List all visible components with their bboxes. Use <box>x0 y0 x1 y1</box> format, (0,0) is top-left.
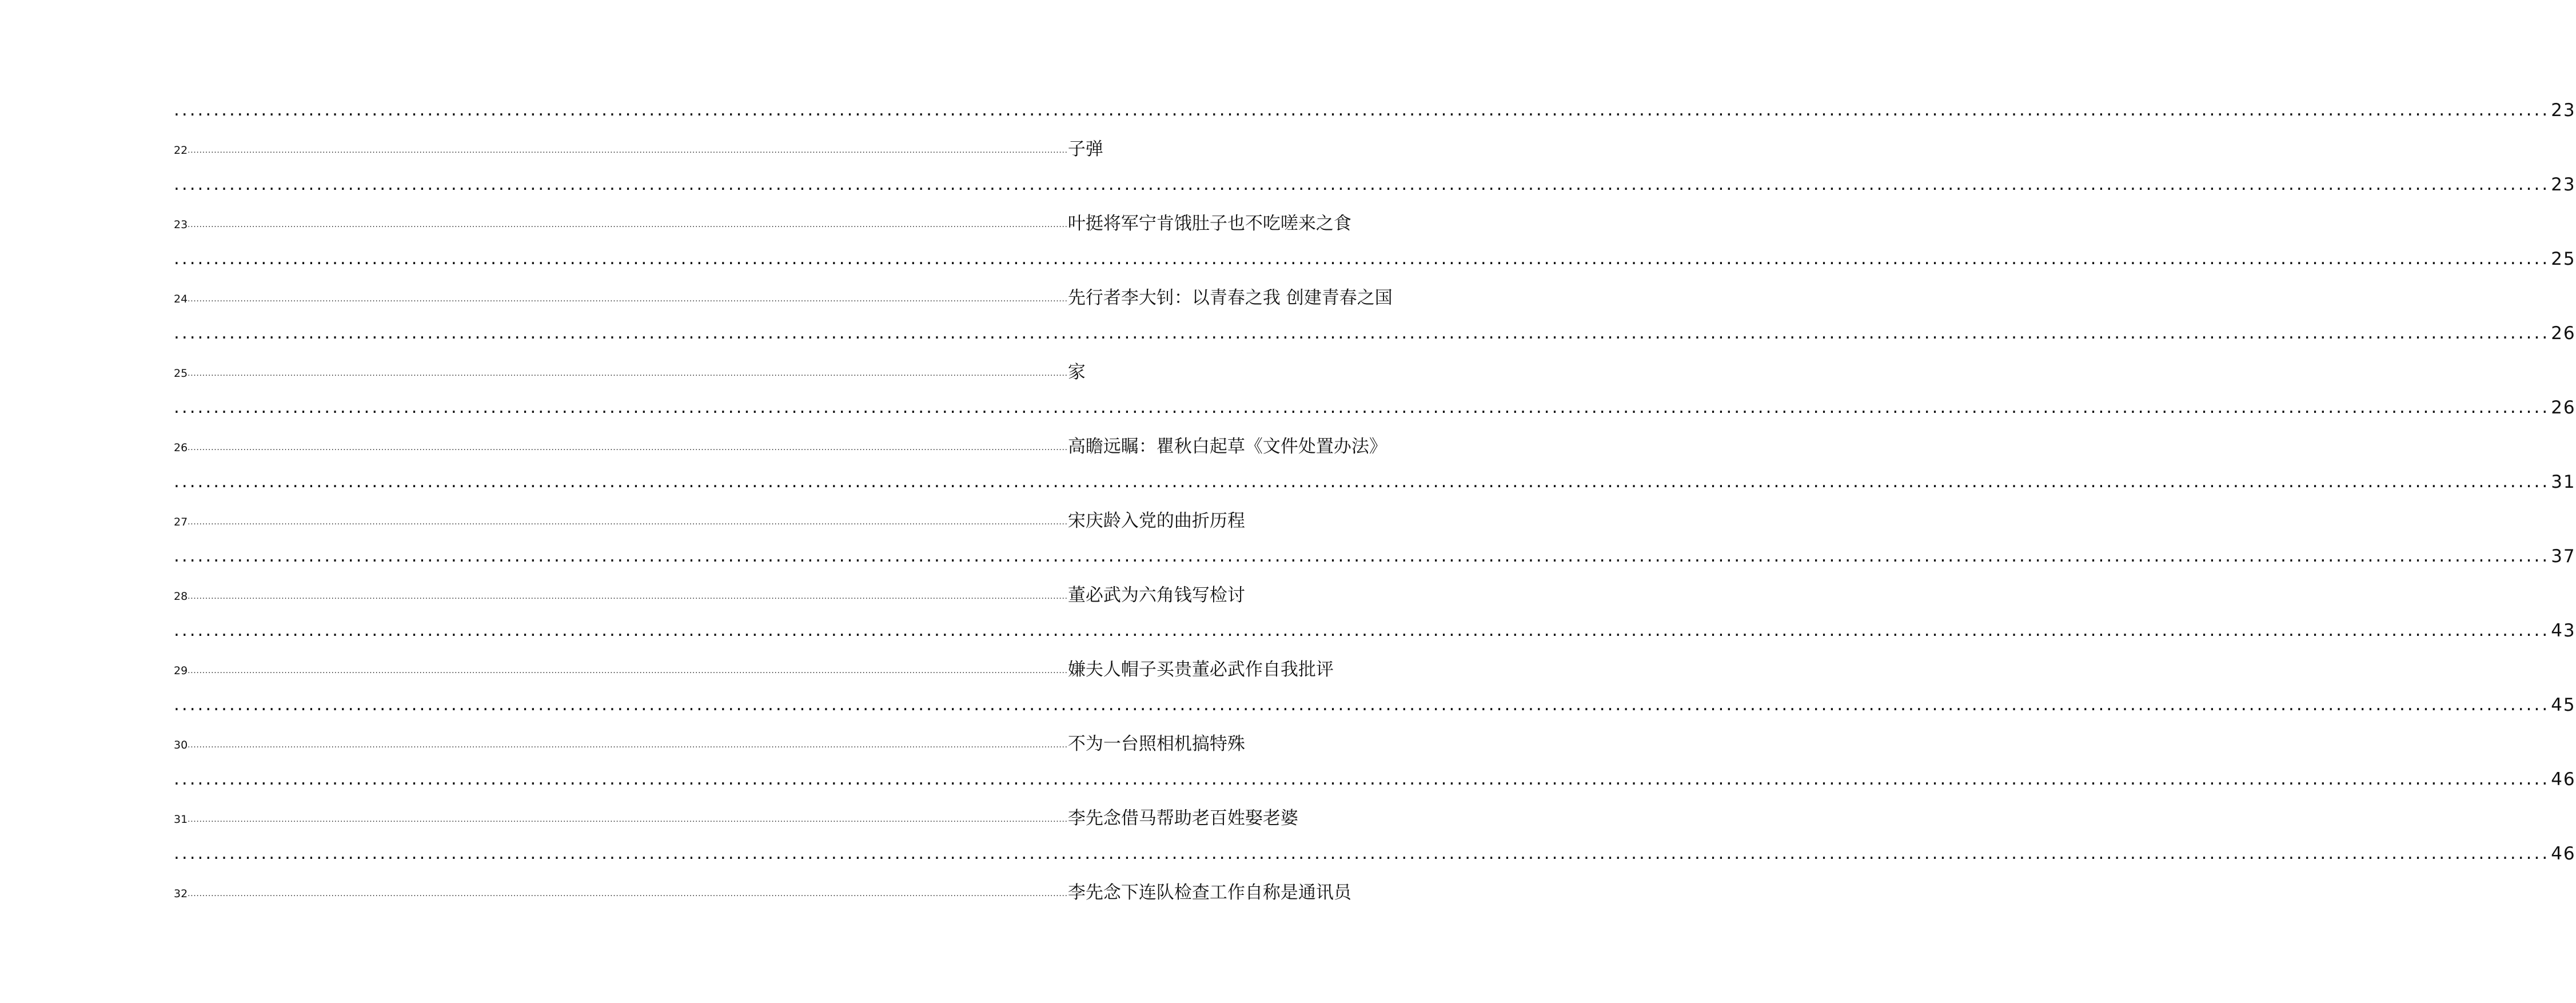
dot-leader: ............................................................................................................................................................................................................................................................................................................ <box>174 174 2550 194</box>
toc-page-line <box>174 612 2576 649</box>
dot-leader: ............................................................................................................................................................................................................................................................................................................ <box>188 444 1068 452</box>
page-number: 23 <box>2551 174 2576 195</box>
toc-page-line <box>174 315 2576 352</box>
dot-leader: ............................................................................................................................................................................................................................................................................................................ <box>174 546 2550 566</box>
entry-title[interactable]: 叶挺将军宁肯饿肚子也不吃嗟来之食 <box>1067 213 1351 234</box>
toc-page-line <box>174 240 2576 277</box>
page-number: 45 <box>2551 694 2576 715</box>
entry-number: 30 <box>174 738 188 751</box>
toc-title-line[interactable] <box>174 798 1298 835</box>
toc-title-line[interactable] <box>174 723 1245 761</box>
dot-leader: ............................................................................................................................................................................................................................................................................................................ <box>188 890 1068 898</box>
entry-number: 31 <box>174 813 188 826</box>
page-number: 37 <box>2551 546 2576 567</box>
entry-number: 23 <box>174 218 188 231</box>
page-number: 25 <box>2551 248 2576 269</box>
entry-title[interactable]: 宋庆龄入党的曲折历程 <box>1067 511 1245 531</box>
entry-title[interactable]: 李先念下连队检查工作自称是通讯员 <box>1067 882 1351 903</box>
toc-title-line[interactable] <box>174 352 1086 389</box>
dot-leader: ............................................................................................................................................................................................................................................................................................................ <box>174 769 2550 789</box>
dot-leader: ............................................................................................................................................................................................................................................................................................................ <box>188 295 1068 304</box>
toc-page-line <box>174 538 2576 575</box>
toc-page-line <box>174 389 2576 426</box>
toc-title-line[interactable] <box>174 649 1334 686</box>
dot-leader: ............................................................................................................................................................................................................................................................................................................ <box>174 323 2550 343</box>
entry-title[interactable]: 家 <box>1067 362 1086 383</box>
dot-leader: ............................................................................................................................................................................................................................................................................................................ <box>188 146 1068 155</box>
dot-leader: ............................................................................................................................................................................................................................................................................................................ <box>174 248 2550 269</box>
dot-leader: ............................................................................................................................................................................................................................................................................................................ <box>188 592 1068 601</box>
toc-page-line <box>174 91 2576 129</box>
toc-page-line <box>174 686 2576 723</box>
toc-page-line <box>174 463 2576 500</box>
page-number: 26 <box>2551 397 2576 418</box>
toc-title-line[interactable] <box>174 203 1351 240</box>
entry-number: 28 <box>174 590 188 603</box>
page-number: 46 <box>2551 843 2576 864</box>
toc-title-line[interactable] <box>174 500 1245 538</box>
toc-page-line <box>174 761 2576 798</box>
page-number: 31 <box>2551 471 2576 492</box>
dot-leader: ............................................................................................................................................................................................................................................................................................................ <box>174 471 2550 492</box>
entry-number: 27 <box>174 515 188 528</box>
entry-number: 24 <box>174 292 188 305</box>
dot-leader: ............................................................................................................................................................................................................................................................................................................ <box>188 518 1068 527</box>
entry-title[interactable]: 李先念借马帮助老百姓娶老婆 <box>1067 808 1298 829</box>
dot-leader: ............................................................................................................................................................................................................................................................................................................ <box>174 620 2550 640</box>
entry-title[interactable]: 子弹 <box>1067 139 1103 160</box>
toc-title-line[interactable] <box>174 575 1245 612</box>
entry-number: 32 <box>174 887 188 900</box>
toc-title-line[interactable] <box>174 872 1351 909</box>
toc-title-line[interactable] <box>174 426 1387 463</box>
page-number: 23 <box>2551 99 2576 121</box>
dot-leader: ............................................................................................................................................................................................................................................................................................................ <box>174 99 2550 120</box>
entry-title[interactable]: 嫌夫人帽子买贵董必武作自我批评 <box>1067 659 1334 680</box>
entry-number: 25 <box>174 367 188 380</box>
entry-title[interactable]: 先行者李大钊：以青春之我 创建青春之国 <box>1067 288 1393 308</box>
entry-number: 26 <box>174 441 188 454</box>
toc-title-line[interactable] <box>174 129 1103 166</box>
page-number: 43 <box>2551 620 2576 641</box>
entry-title[interactable]: 不为一台照相机搞特殊 <box>1067 734 1245 754</box>
page-number: 46 <box>2551 769 2576 790</box>
entry-title[interactable]: 高瞻远瞩：瞿秋白起草《文件处置办法》 <box>1067 436 1387 457</box>
dot-leader: ............................................................................................................................................................................................................................................................................................................ <box>188 815 1068 824</box>
dot-leader: ............................................................................................................................................................................................................................................................................................................ <box>188 369 1068 378</box>
entry-number: 29 <box>174 664 188 677</box>
toc-title-line[interactable] <box>174 277 1393 315</box>
dot-leader: ............................................................................................................................................................................................................................................................................................................ <box>188 667 1068 675</box>
dot-leader: ............................................................................................................................................................................................................................................................................................................ <box>174 843 2550 863</box>
toc-page-line <box>174 166 2576 203</box>
entry-title[interactable]: 董必武为六角钱写检讨 <box>1067 585 1245 606</box>
dot-leader: ............................................................................................................................................................................................................................................................................................................ <box>188 221 1068 229</box>
dot-leader: ............................................................................................................................................................................................................................................................................................................ <box>174 694 2550 715</box>
entry-number: 22 <box>174 144 188 157</box>
page-number: 26 <box>2551 323 2576 344</box>
dot-leader: ............................................................................................................................................................................................................................................................................................................ <box>188 741 1068 750</box>
toc-page-line <box>174 835 2576 872</box>
table-of-contents <box>174 91 2576 909</box>
dot-leader: ............................................................................................................................................................................................................................................................................................................ <box>174 397 2550 417</box>
